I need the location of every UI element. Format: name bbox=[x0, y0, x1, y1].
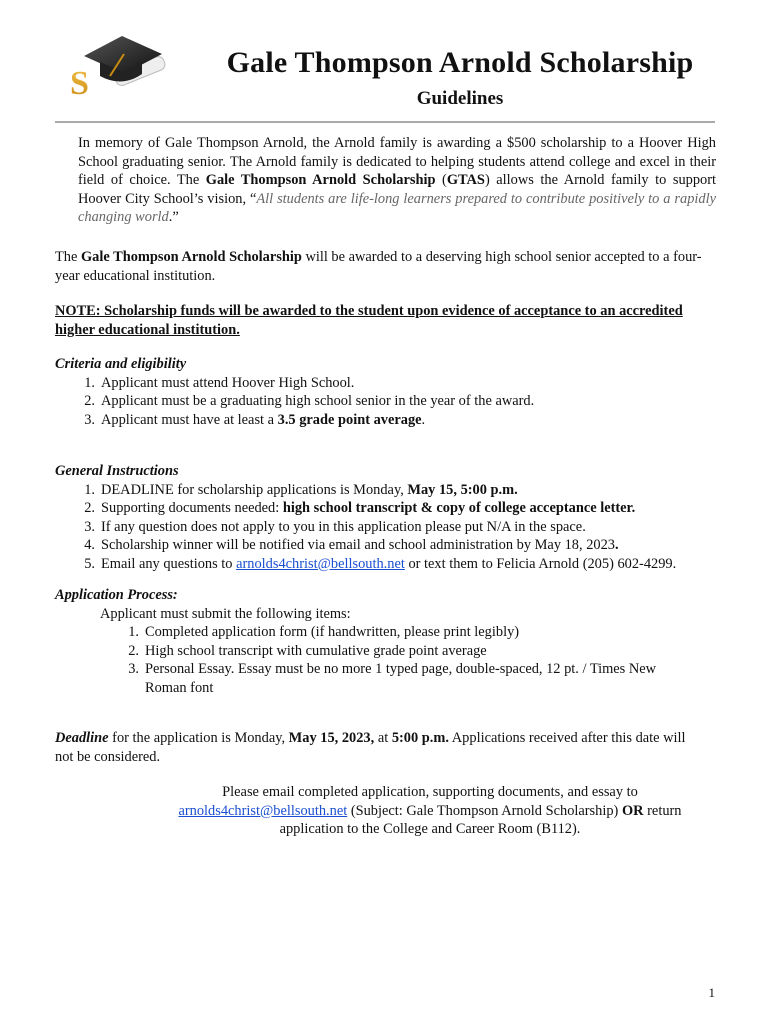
instructions-heading: General Instructions bbox=[55, 463, 179, 479]
process-section bbox=[55, 586, 717, 697]
list-item: 2. Supporting documents needed: high school transcript & copy of college acceptance letter. bbox=[84, 500, 636, 516]
deadline-paragraph: Deadline for the application is Monday, May 15, 2023, at 5:00 p.m. Applications received after this date will not be considered. bbox=[55, 730, 686, 765]
vision-quote: All students are life-long learners prepared to contribute positively to a rapidly changing world bbox=[78, 190, 716, 225]
award-paragraph: The Gale Thompson Arnold Scholarship will be awarded to a deserving high school senior accepted to a four-year educational institution. bbox=[55, 249, 702, 284]
list-item: 2. High school transcript with cumulative grade point average bbox=[128, 642, 487, 659]
list-item: 3. Applicant must have at least a 3.5 grade point average. bbox=[84, 411, 426, 428]
list-item: 3. Personal Essay. Essay must be no more 1 typed page, double-spaced, 12 pt. / Times New Roman font bbox=[128, 661, 657, 696]
list-item: 2. Applicant must be a graduating high school senior in the year of the award. bbox=[84, 393, 535, 409]
list-item: 1. Applicant must attend Hoover High School. bbox=[84, 374, 355, 391]
criteria-section bbox=[55, 355, 717, 429]
list-item: 3. If any question does not apply to you in this application please put N/A in the space. bbox=[84, 518, 586, 535]
svg-text:S: S bbox=[70, 65, 89, 102]
list-item: 5. Email any questions to arnolds4christ@bellsouth.net or text them to Felicia Arnold (205) 602-4299. bbox=[84, 555, 677, 572]
intro-paragraph: In memory of Gale Thompson Arnold, the Arnold family is awarding a $500 scholarship to a Hoover High School graduating senior. The Arnold family is dedicated to helping students attend college and excel in their field of choice. The Gale Thompson Arnold Scholarship (GTAS) allows the Arnold family to support Hoover City School’s vision, “All students are life-long learners prepared to contribute positively to a rapidly changing world.” bbox=[78, 135, 717, 225]
note-paragraph: NOTE: Scholarship funds will be awarded to the student upon evidence of acceptance to an accredited higher educational institution. bbox=[55, 303, 683, 338]
list-item: 4. Scholarship winner will be notified via email and school administration by May 18, 2023. bbox=[84, 537, 619, 553]
criteria-heading: Criteria and eligibility bbox=[55, 356, 187, 372]
list-item: 1. DEADLINE for scholarship applications is Monday, May 15, 5:00 p.m. bbox=[84, 481, 518, 498]
process-lead: Applicant must submit the following items: bbox=[100, 605, 351, 622]
process-heading: Application Process: bbox=[55, 587, 178, 603]
document-subtitle: Guidelines bbox=[416, 88, 504, 109]
email-link[interactable]: arnolds4christ@bellsouth.net bbox=[236, 555, 405, 572]
page-number: 1 bbox=[708, 985, 715, 1000]
list-item: 1. Completed application form (if handwritten, please print legibly) bbox=[128, 624, 520, 640]
header-divider bbox=[55, 121, 715, 123]
closing-paragraph: Please email completed application, supporting documents, and essay to arnolds4christ@bellsouth.net (Subject: Gale Thompson Arnold Scholarship) OR return application to the College and Career Room (B112). bbox=[178, 784, 682, 837]
instructions-section bbox=[55, 462, 717, 573]
document-title: Gale Thompson Arnold Scholarship bbox=[226, 46, 694, 79]
email-link[interactable]: arnolds4christ@bellsouth.net bbox=[178, 802, 348, 819]
